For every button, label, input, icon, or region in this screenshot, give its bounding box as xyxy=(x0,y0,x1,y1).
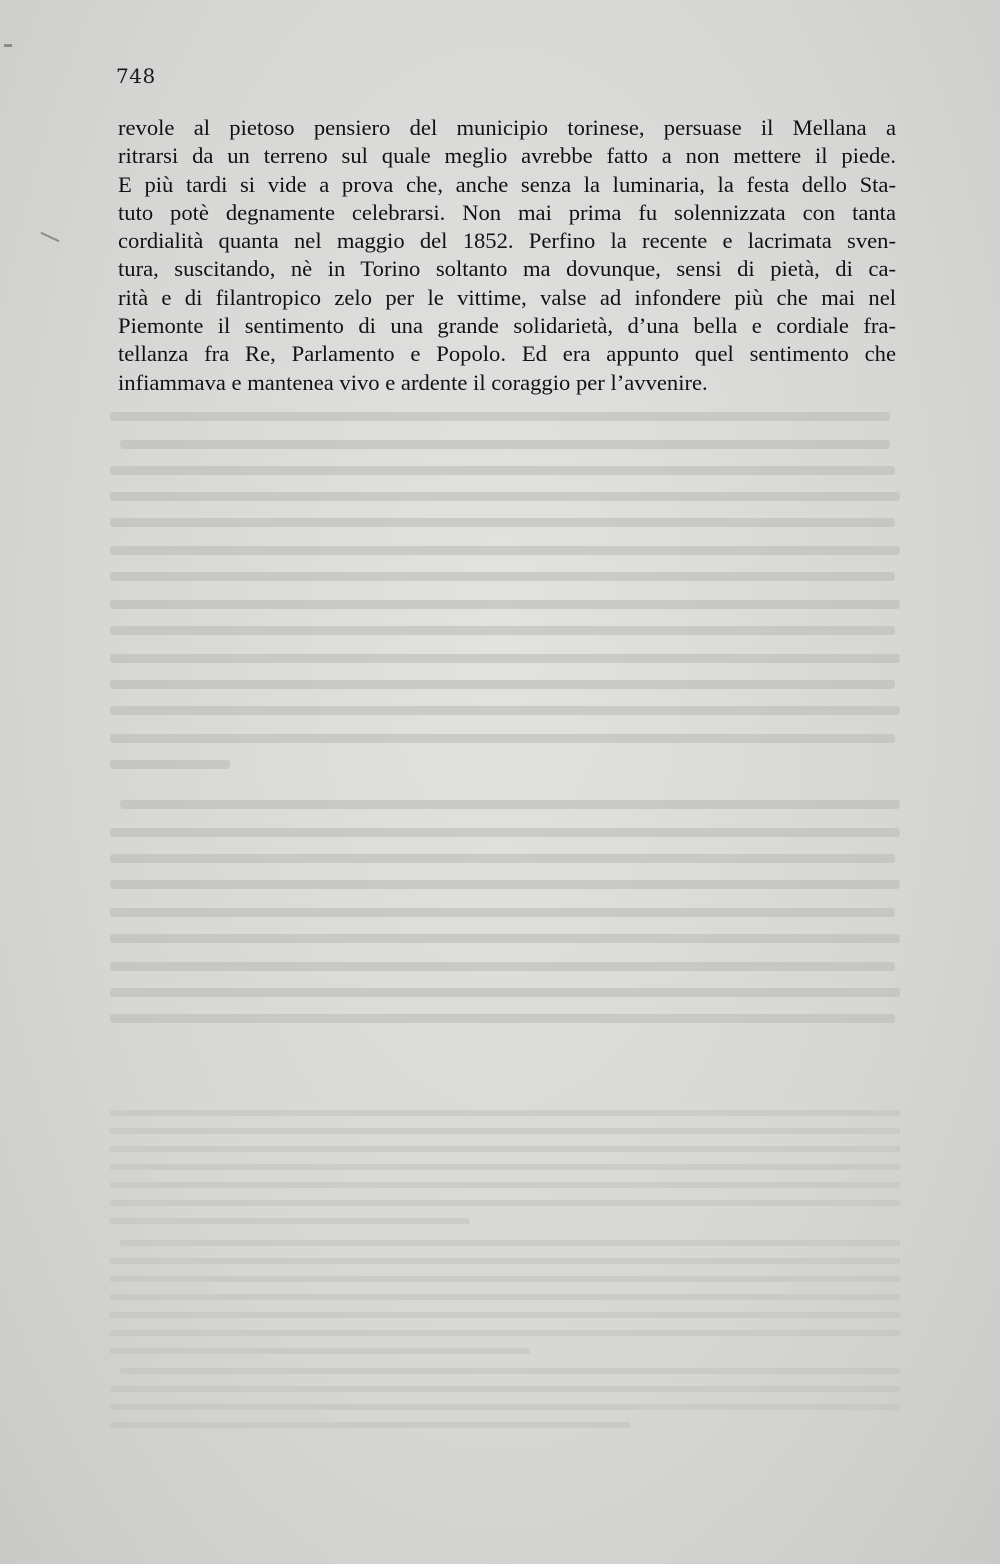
body-paragraph xyxy=(118,114,896,397)
text-line: tuto potè degnamente celebrarsi. Non mai prima fu solennizzata con tanta xyxy=(118,199,896,225)
text-line: tellanza fra Re, Parlamento e Popolo. Ed era appunto quel sentimento che xyxy=(118,341,896,367)
text-line: rità e di filantropico zelo per le vittime, valse ad infondere più che mai nel xyxy=(118,284,896,310)
text-line: tura, suscitando, nè in Torino soltanto ma dovunque, sensi di pietà, di ca- xyxy=(118,256,896,282)
text-line: cordialità quanta nel maggio del 1852. Perfino la recente e lacrimata sven- xyxy=(118,228,896,254)
text-line: ritrarsi da un terreno sul quale meglio avrebbe fatto a non mettere il piede. xyxy=(118,143,896,169)
scan-edge-mark xyxy=(4,44,12,47)
text-line: Piemonte il sentimento di una grande solidarietà, d’una bella e cordiale fra- xyxy=(118,313,896,339)
scan-edge-mark xyxy=(41,232,60,242)
text-line: E più tardi si vide a prova che, anche senza la luminaria, la festa dello Sta- xyxy=(118,171,896,197)
page-number: 748 xyxy=(116,64,156,88)
text-line: revole al pietoso pensiero del municipio torinese, persuase il Mellana a xyxy=(118,115,896,140)
text-line: infiammava e mantenea vivo e ardente il coraggio per l’avvenire. xyxy=(118,369,708,395)
